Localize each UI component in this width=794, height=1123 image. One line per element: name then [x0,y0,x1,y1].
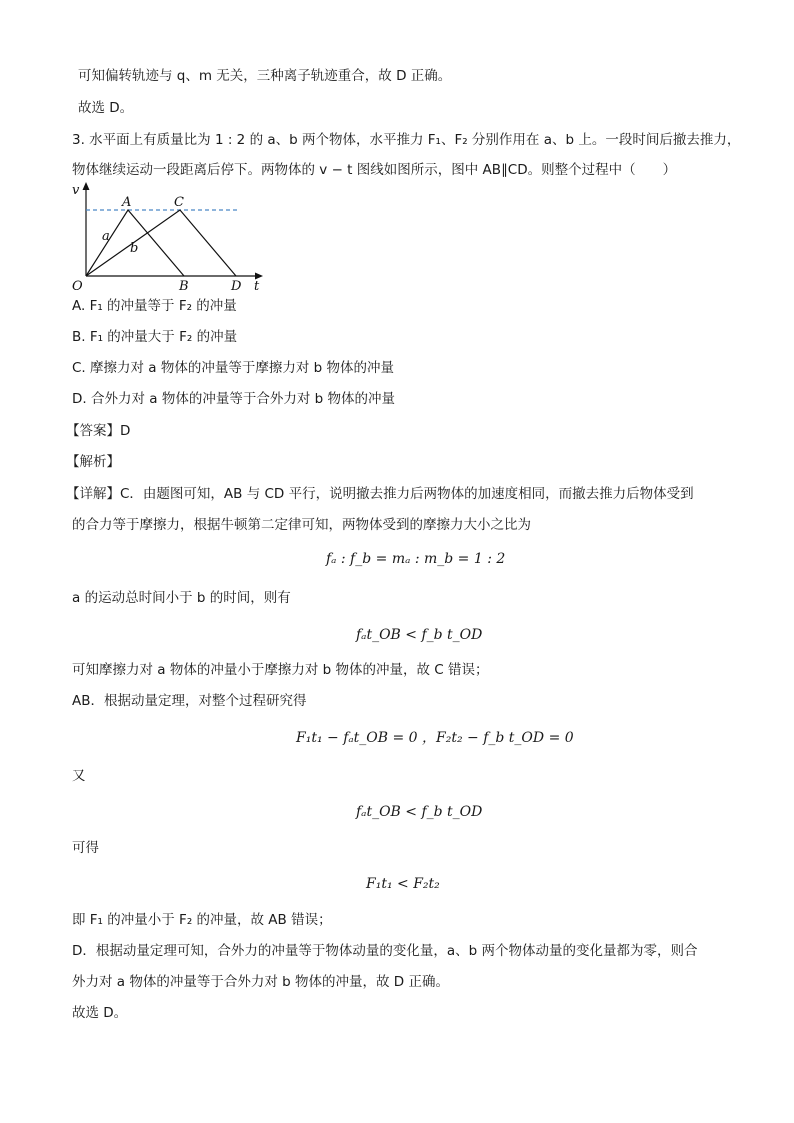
origin-label: O [72,279,83,292]
detail-text: 可知摩擦力对 a 物体的冲量小于摩擦力对 b 物体的冲量，故 C 错误； [72,662,489,678]
detail-text: 又 [72,768,86,784]
question-text: 物体继续运动一段距离后停下。两物体的 v − t 图线如图所示，图中 AB∥CD。则整个过程中（ ） [72,162,677,178]
axis-label-t: t [254,279,260,292]
option-c: C. 摩擦力对 a 物体的冲量等于摩擦力对 b 物体的冲量 [72,360,395,376]
option-a: A. F₁ 的冲量等于 F₂ 的冲量 [72,298,237,314]
detail-text: 外力对 a 物体的冲量等于合外力对 b 物体的冲量，故 D 正确。 [72,974,449,990]
formula-momentum-theorem: F₁t₁ − fₐt_OB = 0 ，F₂t₂ − f_b t_OD = 0 [296,730,574,746]
detail-text: 的合力等于摩擦力，根据牛顿第二定律可知，两物体受到的摩擦力大小之比为 [72,517,531,533]
point-label-D: D [231,279,242,292]
formula-push-impulse: F₁t₁ < F₂t₂ [366,876,440,892]
analysis-label: 【解析】 [66,454,120,470]
v-axis-arrow [83,182,90,190]
axis-label-v: v [72,183,80,198]
text-line: 故选 D。 [78,100,134,116]
formula-impulse-compare-2: fₐt_OB < f_b t_OD [356,804,483,820]
detail-text: AB．根据动量定理，对整个过程研究得 [72,693,307,709]
detail-text: a 的运动总时间小于 b 的时间，则有 [72,590,291,606]
point-label-C: C [174,195,184,210]
line-label-a: a [102,229,110,244]
point-label-A: A [122,195,132,210]
answer-label: 【答案】D [66,423,131,439]
v-t-graph [66,180,266,292]
detail-text: 【详解】C．由题图可知，AB 与 CD 平行，说明撤去推力后两物体的加速度相同，而撤去推力后物体受到 [66,486,694,502]
formula-impulse-compare: fₐt_OB < f_b t_OD [356,627,483,643]
detail-text: 可得 [72,840,99,856]
detail-text: 即 F₁ 的冲量小于 F₂ 的冲量，故 AB 错误； [72,912,332,928]
line-label-b: b [130,241,139,256]
point-label-B: B [179,279,189,292]
option-d: D. 合外力对 a 物体的冲量等于合外力对 b 物体的冲量 [72,391,395,407]
option-b: B. F₁ 的冲量大于 F₂ 的冲量 [72,329,238,345]
question-text: 3. 水平面上有质量比为 1 : 2 的 a、b 两个物体，水平推力 F₁、F₂ 分别作用在 a、b 上。一段时间后撤去推力， [72,132,741,148]
final-answer: 故选 D。 [72,1005,128,1021]
formula-friction-ratio: fₐ : f_b = mₐ : m_b = 1 : 2 [326,551,506,567]
text-line: 可知偏转轨迹与 q、m 无关，三种离子轨迹重合，故 D 正确。 [78,68,452,84]
detail-text: D．根据动量定理可知，合外力的冲量等于物体动量的变化量，a、b 两个物体动量的变化量都为零，则合 [72,943,698,959]
